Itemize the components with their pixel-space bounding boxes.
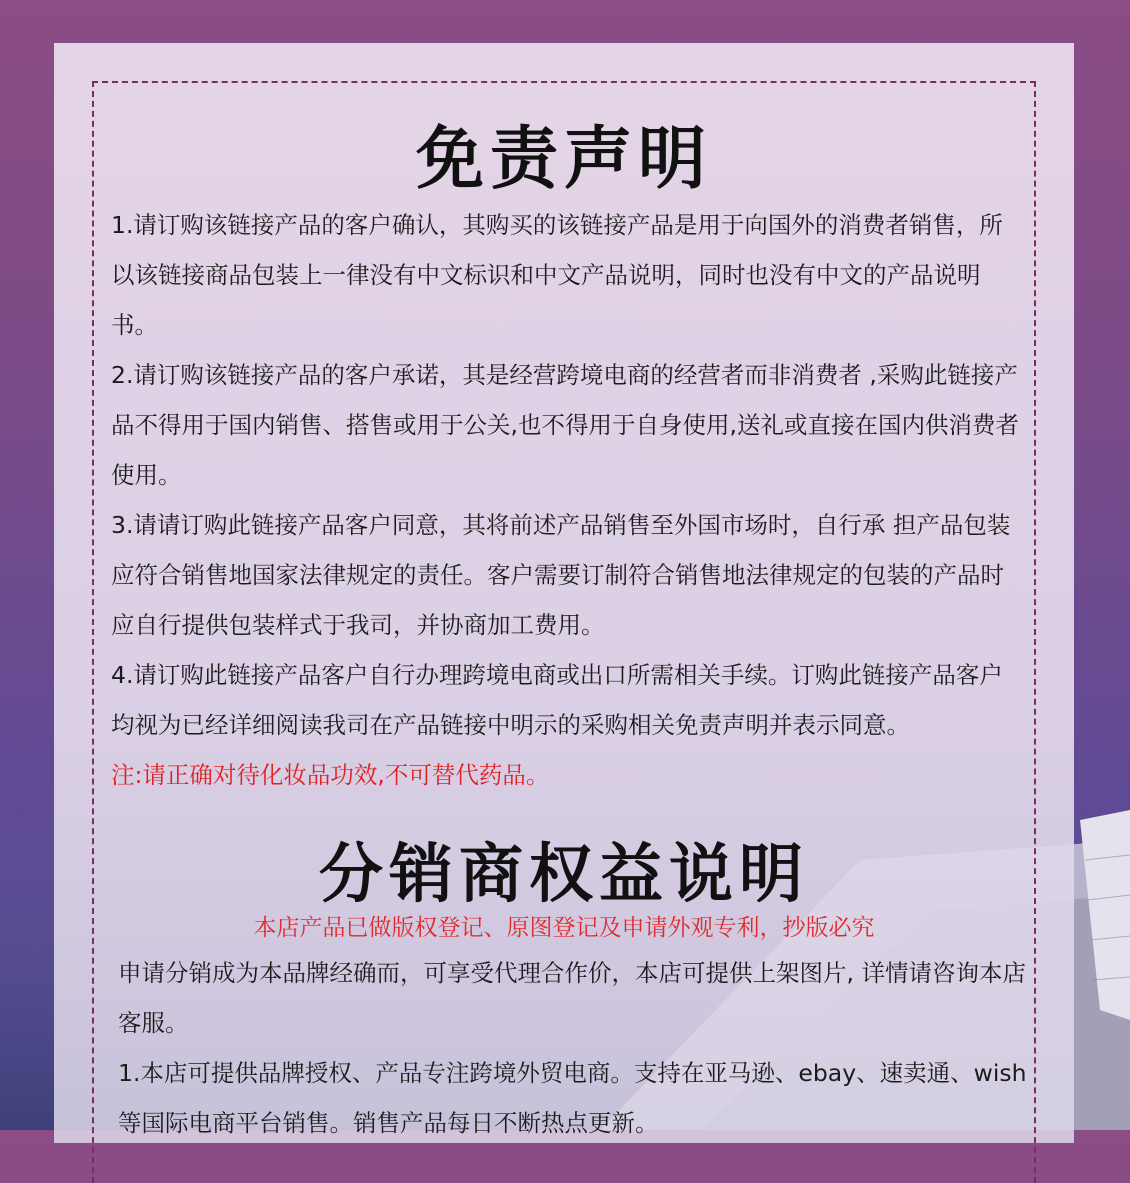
disclaimer-paragraph-2: 2.请订购该链接产品的客户承诺，其是经营跨境电商的经营者而非消费者 ,采购此链接产品不得用于国内销售、搭售或用于公关,也不得用于自身使用,送礼或直接在国内供消费者使用。	[111, 361, 1019, 489]
distributor-paragraph-1: 1.本店可提供品牌授权、产品专注跨境外贸电商。支持在亚马逊、ebay、速卖通、wish等国际电商平台销售。销售产品每日不断热点更新。	[118, 1059, 1027, 1137]
copyright-notice: 本店产品已做版权登记、原图登记及申请外观专利，抄版必究	[253, 915, 875, 941]
disclaimer-paragraph-4: 4.请订购此链接产品客户自行办理跨境电商或出口所需相关手续。订购此链接产品客户均视为已经详细阅读我司在产品链接中明示的采购相关免责声明并表示同意。	[111, 661, 1003, 739]
content-panel	[54, 43, 1074, 1143]
disclaimer-paragraph-1: 1.请订购该链接产品的客户确认，其购买的该链接产品是用于向国外的消费者销售，所以该链接商品包装上一律没有中文标识和中文产品说明，同时也没有中文的产品说明书。	[111, 211, 1003, 339]
disclaimer-paragraph-3: 3.请请订购此链接产品客户同意，其将前述产品销售至外国市场时，自行承 担产品包装应符合销售地国家法律规定的责任。客户需要订制符合销售地法律规定的包装的产品时应自行提供包装样式于我司，并协商加工费用。	[111, 511, 1011, 639]
cosmetics-notice: 注:请正确对待化妆品功效,不可替代药品。	[111, 761, 550, 789]
distributor-title: 分销商权益说明	[319, 838, 809, 912]
distributor-intro: 申请分销成为本品牌经确而，可享受代理合作价，本店可提供上架图片, 详情请咨询本店客服。	[118, 959, 1026, 1037]
disclaimer-title: 免责声明	[415, 120, 712, 199]
